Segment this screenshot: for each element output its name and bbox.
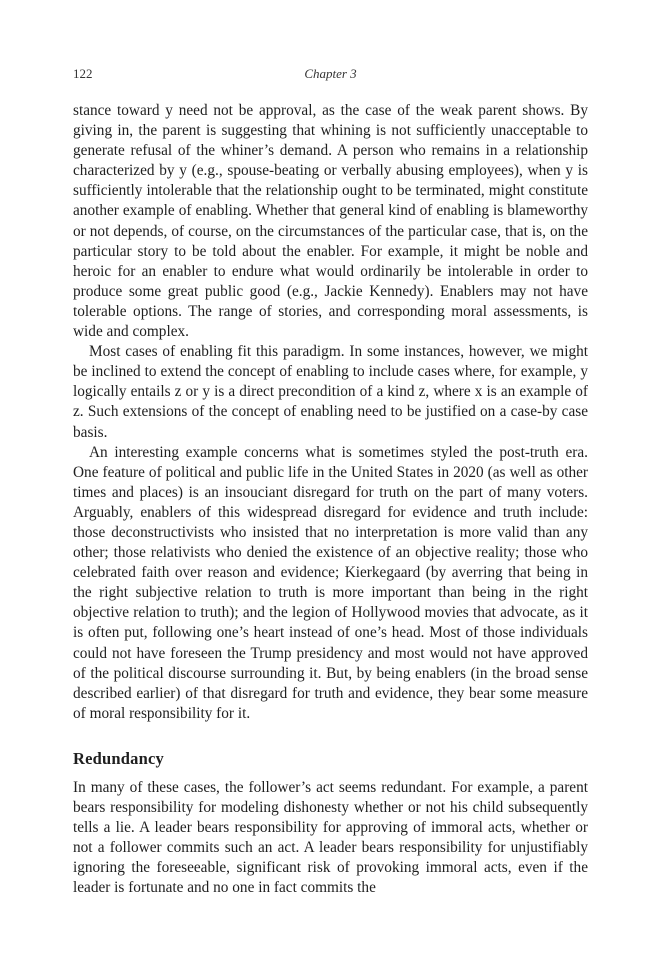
chapter-label: Chapter 3 (304, 66, 357, 81)
section-heading: Redundancy (73, 749, 164, 768)
body-text (73, 101, 588, 724)
paragraph-continuation: stance toward y need not be approval, as the case of the weak parent shows. By giving in, the parent is suggesting that whining is not sufficiently unacceptable to generate refusal of the whiner’s demand. A person who remains in a relationship characterized by y (e.g., spouse-beating or verbally abusing employees), when y is sufficiently intolerable that the relationship ought to be terminated, might constitute another example of enabling. Whether that general kind of enabling is blameworthy or not depends, of course, on the circumstances of the particular case, that is, on the particular story to be told about the enabler. For example, it might be noble and heroic for an enabler to endure what would ordinarily be intolerable in order to produce some great public good (e.g., Jackie Kennedy). Enablers may not have tolerable options. The range of stories, and corresponding moral assessments, is wide and complex. (73, 102, 588, 341)
running-head (73, 66, 588, 86)
paragraph-post-truth: An interesting example concerns what is sometimes styled the post-truth era. One feature of political and public life in the United States in 2020 (as well as other times and places) is an insouciant disregard for truth on the part of many voters. Arguably, enablers of this widespread disregard for evidence and truth include: those deconstructivists who insisted that no interpretation is more valid than any other; those relativists who denied the existence of an objective reality; those who celebrated faith over reason and evidence; Kierkegaard (by averring that being in the right subjective relation to truth is more important than being in the right objective relation to truth); and the legion of Hollywood movies that advocate, as it is often put, following one’s heart instead of one’s head. Most of those individuals could not have foreseen the Trump presidency and most would not have approved of the political discourse surrounding it. But, by being enablers (in the broad sense described earlier) of that disregard for truth and evidence, they bear some measure of moral responsibility for it. (73, 443, 588, 722)
section-text (73, 778, 588, 899)
page-number: 122 (73, 66, 93, 81)
paragraph-redundancy: In many of these cases, the follower’s act seems redundant. For example, a parent bears responsibility for modeling dishonesty whether or not his child subsequently tells a lie. A leader bears responsibility for approving of immoral acts, whether or not a follower commits such an act. A leader bears responsibility for unjustifiably ignoring the foreseeable, significant risk of provoking immoral acts, even if the leader is fortunate and no one in fact commits the (73, 779, 588, 897)
paragraph-enabling-paradigm: Most cases of enabling fit this paradigm. In some instances, however, we might be inclined to extend the concept of enabling to include cases where, for example, y logically entails z or y is a direct precondition of a kind z, where x is an example of z. Such extensions of the concept of enabling need to be justified on a case-by case basis. (73, 343, 588, 441)
